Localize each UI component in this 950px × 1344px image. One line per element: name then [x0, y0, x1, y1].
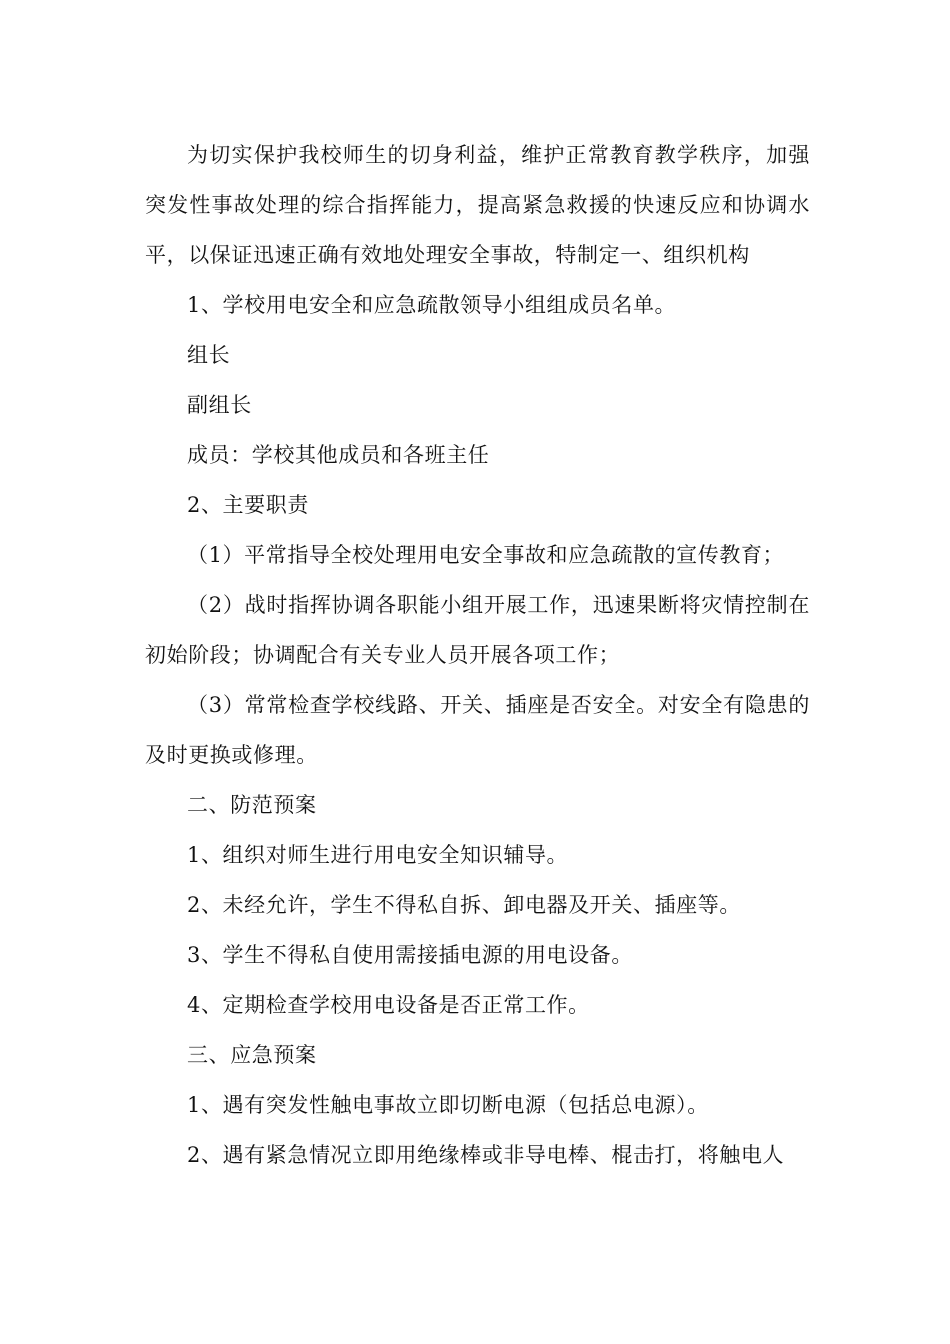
prevention-item-3: 3、学生不得私自使用需接插电源的用电设备。: [187, 943, 633, 967]
duty-item-3: （3）常常检查学校线路、开关、插座是否安全。对安全有隐患的及时更换或修理。: [145, 693, 810, 767]
section-emergency-heading: 三、应急预案: [187, 1043, 317, 1067]
duties-heading: 2、主要职责: [187, 493, 309, 517]
prevention-item-1: 1、组织对师生进行用电安全知识辅导。: [187, 843, 569, 867]
emergency-item-1: 1、遇有突发性触电事故立即切断电源（包括总电源）。: [187, 1093, 709, 1117]
document-body: [145, 130, 810, 1180]
prevention-item-2: 2、未经允许，学生不得私自拆、卸电器及开关、插座等。: [187, 893, 741, 917]
section-prevention-heading: 二、防范预案: [187, 793, 317, 817]
leadership-list-heading: 1、学校用电安全和应急疏散领导小组组成员名单。: [187, 293, 677, 317]
prevention-item-4: 4、定期检查学校用电设备是否正常工作。: [187, 993, 590, 1017]
duty-item-2: （2）战时指挥协调各职能小组开展工作，迅速果断将灾情控制在初始阶段；协调配合有关专业人员开展各项工作；: [145, 593, 810, 667]
leader-label: 组长: [187, 343, 231, 367]
duty-item-1: （1）平常指导全校处理用电安全事故和应急疏散的宣传教育；: [187, 543, 785, 567]
deputy-leader-label: 副组长: [187, 393, 252, 417]
emergency-item-2: 2、遇有紧急情况立即用绝缘棒或非导电棒、棍击打，将触电人: [187, 1143, 785, 1167]
intro-paragraph: 为切实保护我校师生的切身利益，维护正常教育教学秩序，加强突发性事故处理的综合指挥能力，提高紧急救援的快速反应和协调水平，以保证迅速正确有效地处理安全事故，特制定一、组织机构: [145, 143, 810, 267]
members-line: 成员：学校其他成员和各班主任: [187, 443, 490, 467]
